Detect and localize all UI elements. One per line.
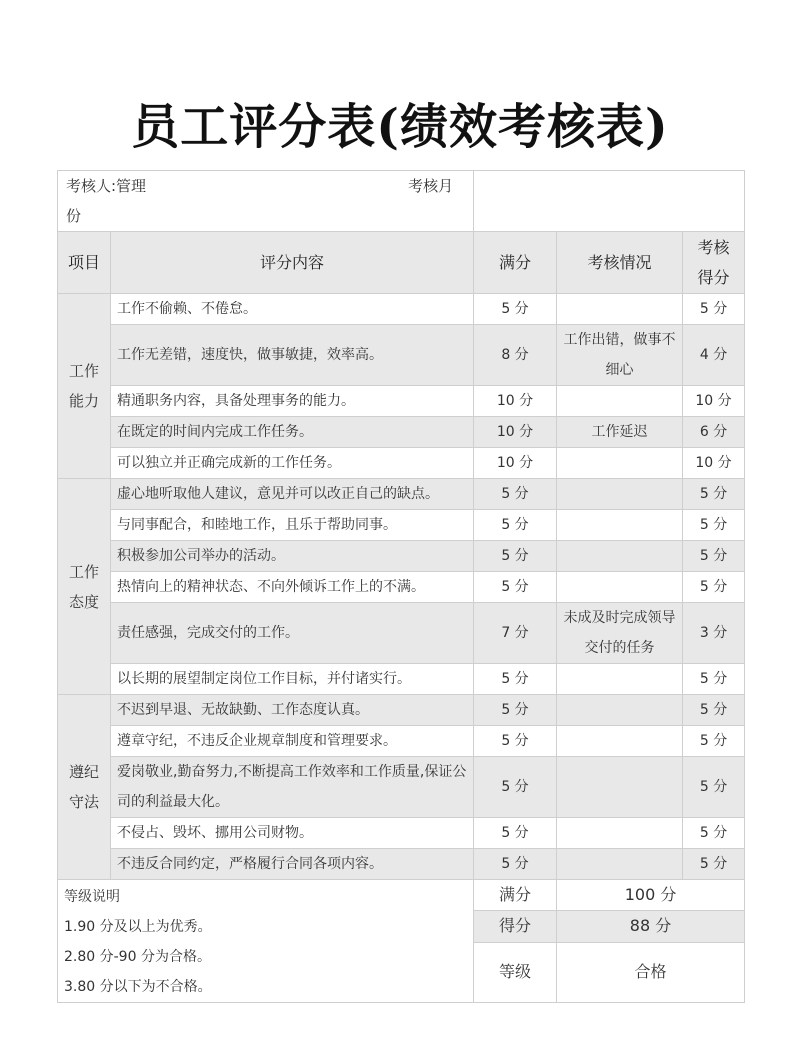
grade-legend: 等级说明 1.90 分及以上为优秀。 2.80 分-90 分为合格。 3.80 分以下为不合格。 <box>58 880 474 1003</box>
summary-row <box>58 880 745 911</box>
assessment-note: 未成及时完成领导交付的任务 <box>557 603 683 664</box>
criteria-text: 责任感强，完成交付的工作。 <box>111 603 474 664</box>
criteria-text: 可以独立并正确完成新的工作任务。 <box>111 448 474 479</box>
full-score: 7 分 <box>474 603 557 664</box>
awarded-score: 3 分 <box>683 603 745 664</box>
table-row <box>58 386 745 417</box>
assessment-note <box>557 541 683 572</box>
evaluation-table <box>57 170 745 1003</box>
criteria-text: 不迟到早退、无故缺勤、工作态度认真。 <box>111 695 474 726</box>
page-title: 员工评分表(绩效考核表) <box>131 99 669 155</box>
table-row <box>58 510 745 541</box>
assessment-note: 工作延迟 <box>557 417 683 448</box>
awarded-score: 5 分 <box>683 541 745 572</box>
table-row <box>58 849 745 880</box>
table-row <box>58 572 745 603</box>
table-row <box>58 757 745 818</box>
assessment-note <box>557 572 683 603</box>
table-row <box>58 695 745 726</box>
category-label: 工作 态度 <box>58 479 111 695</box>
total-full-value: 100 分 <box>557 880 745 911</box>
month-value[interactable] <box>474 171 745 232</box>
assessment-note <box>557 818 683 849</box>
full-score: 10 分 <box>474 386 557 417</box>
table-row <box>58 325 745 386</box>
assessment-note <box>557 664 683 695</box>
assessment-note <box>557 849 683 880</box>
criteria-text: 以长期的展望制定岗位工作目标，并付诸实行。 <box>111 664 474 695</box>
awarded-score: 5 分 <box>683 572 745 603</box>
full-score: 5 分 <box>474 695 557 726</box>
criteria-text: 爱岗敬业,勤奋努力,不断提高工作效率和工作质量,保证公司的利益最大化。 <box>111 757 474 818</box>
criteria-text: 在既定的时间内完成工作任务。 <box>111 417 474 448</box>
header-situation: 考核情况 <box>557 232 683 294</box>
awarded-score: 5 分 <box>683 294 745 325</box>
criteria-text: 热情向上的精神状态、不向外倾诉工作上的不满。 <box>111 572 474 603</box>
criteria-text: 遵章守纪，不违反企业规章制度和管理要求。 <box>111 726 474 757</box>
full-score: 5 分 <box>474 572 557 603</box>
awarded-score: 6 分 <box>683 417 745 448</box>
awarded-score: 5 分 <box>683 818 745 849</box>
awarded-score: 5 分 <box>683 510 745 541</box>
full-score: 5 分 <box>474 541 557 572</box>
full-score: 5 分 <box>474 479 557 510</box>
awarded-score: 5 分 <box>683 726 745 757</box>
total-full-label: 满分 <box>474 880 557 911</box>
info-row <box>58 171 745 232</box>
full-score: 5 分 <box>474 726 557 757</box>
assessment-note <box>557 726 683 757</box>
table-row <box>58 603 745 664</box>
awarded-score: 5 分 <box>683 757 745 818</box>
header-full: 满分 <box>474 232 557 294</box>
criteria-text: 积极参加公司举办的活动。 <box>111 541 474 572</box>
assessment-note <box>557 510 683 541</box>
table-row <box>58 818 745 849</box>
assessment-note <box>557 448 683 479</box>
assessment-note <box>557 479 683 510</box>
category-label: 遵纪 守法 <box>58 695 111 880</box>
awarded-score: 5 分 <box>683 849 745 880</box>
header-score: 考核 得分 <box>683 232 745 294</box>
assessment-note <box>557 757 683 818</box>
criteria-text: 工作无差错，速度快，做事敏捷，效率高。 <box>111 325 474 386</box>
grade-value: 合格 <box>557 942 745 1003</box>
awarded-score: 5 分 <box>683 664 745 695</box>
full-score: 5 分 <box>474 510 557 541</box>
criteria-text: 与同事配合，和睦地工作，且乐于帮助同事。 <box>111 510 474 541</box>
full-score: 10 分 <box>474 417 557 448</box>
full-score: 10 分 <box>474 448 557 479</box>
header-row <box>58 232 745 294</box>
full-score: 5 分 <box>474 849 557 880</box>
awarded-score: 4 分 <box>683 325 745 386</box>
assessment-note <box>557 294 683 325</box>
category-label: 工作 能力 <box>58 294 111 479</box>
table-row <box>58 448 745 479</box>
table-row <box>58 726 745 757</box>
table-row <box>58 417 745 448</box>
full-score: 8 分 <box>474 325 557 386</box>
table-row <box>58 294 745 325</box>
criteria-text: 工作不偷赖、不倦怠。 <box>111 294 474 325</box>
header-content: 评分内容 <box>111 232 474 294</box>
criteria-text: 不违反合同约定，严格履行合同各项内容。 <box>111 849 474 880</box>
awarded-score: 5 分 <box>683 479 745 510</box>
full-score: 5 分 <box>474 294 557 325</box>
reviewer-label: 考核人:管理 考核月份 <box>58 171 474 232</box>
table-row <box>58 479 745 510</box>
assessment-note <box>557 386 683 417</box>
total-score-label: 得分 <box>474 911 557 942</box>
header-item: 项目 <box>58 232 111 294</box>
table-row <box>58 664 745 695</box>
awarded-score: 10 分 <box>683 386 745 417</box>
table-row <box>58 541 745 572</box>
assessment-note <box>557 695 683 726</box>
awarded-score: 10 分 <box>683 448 745 479</box>
awarded-score: 5 分 <box>683 695 745 726</box>
criteria-text: 虚心地听取他人建议，意见并可以改正自己的缺点。 <box>111 479 474 510</box>
full-score: 5 分 <box>474 664 557 695</box>
criteria-text: 精通职务内容，具备处理事务的能力。 <box>111 386 474 417</box>
total-score-value: 88 分 <box>557 911 745 942</box>
full-score: 5 分 <box>474 757 557 818</box>
month-label: 考核月份 <box>66 177 454 225</box>
criteria-text: 不侵占、毁坏、挪用公司财物。 <box>111 818 474 849</box>
assessment-note: 工作出错，做事不细心 <box>557 325 683 386</box>
grade-label: 等级 <box>474 942 557 1003</box>
full-score: 5 分 <box>474 818 557 849</box>
